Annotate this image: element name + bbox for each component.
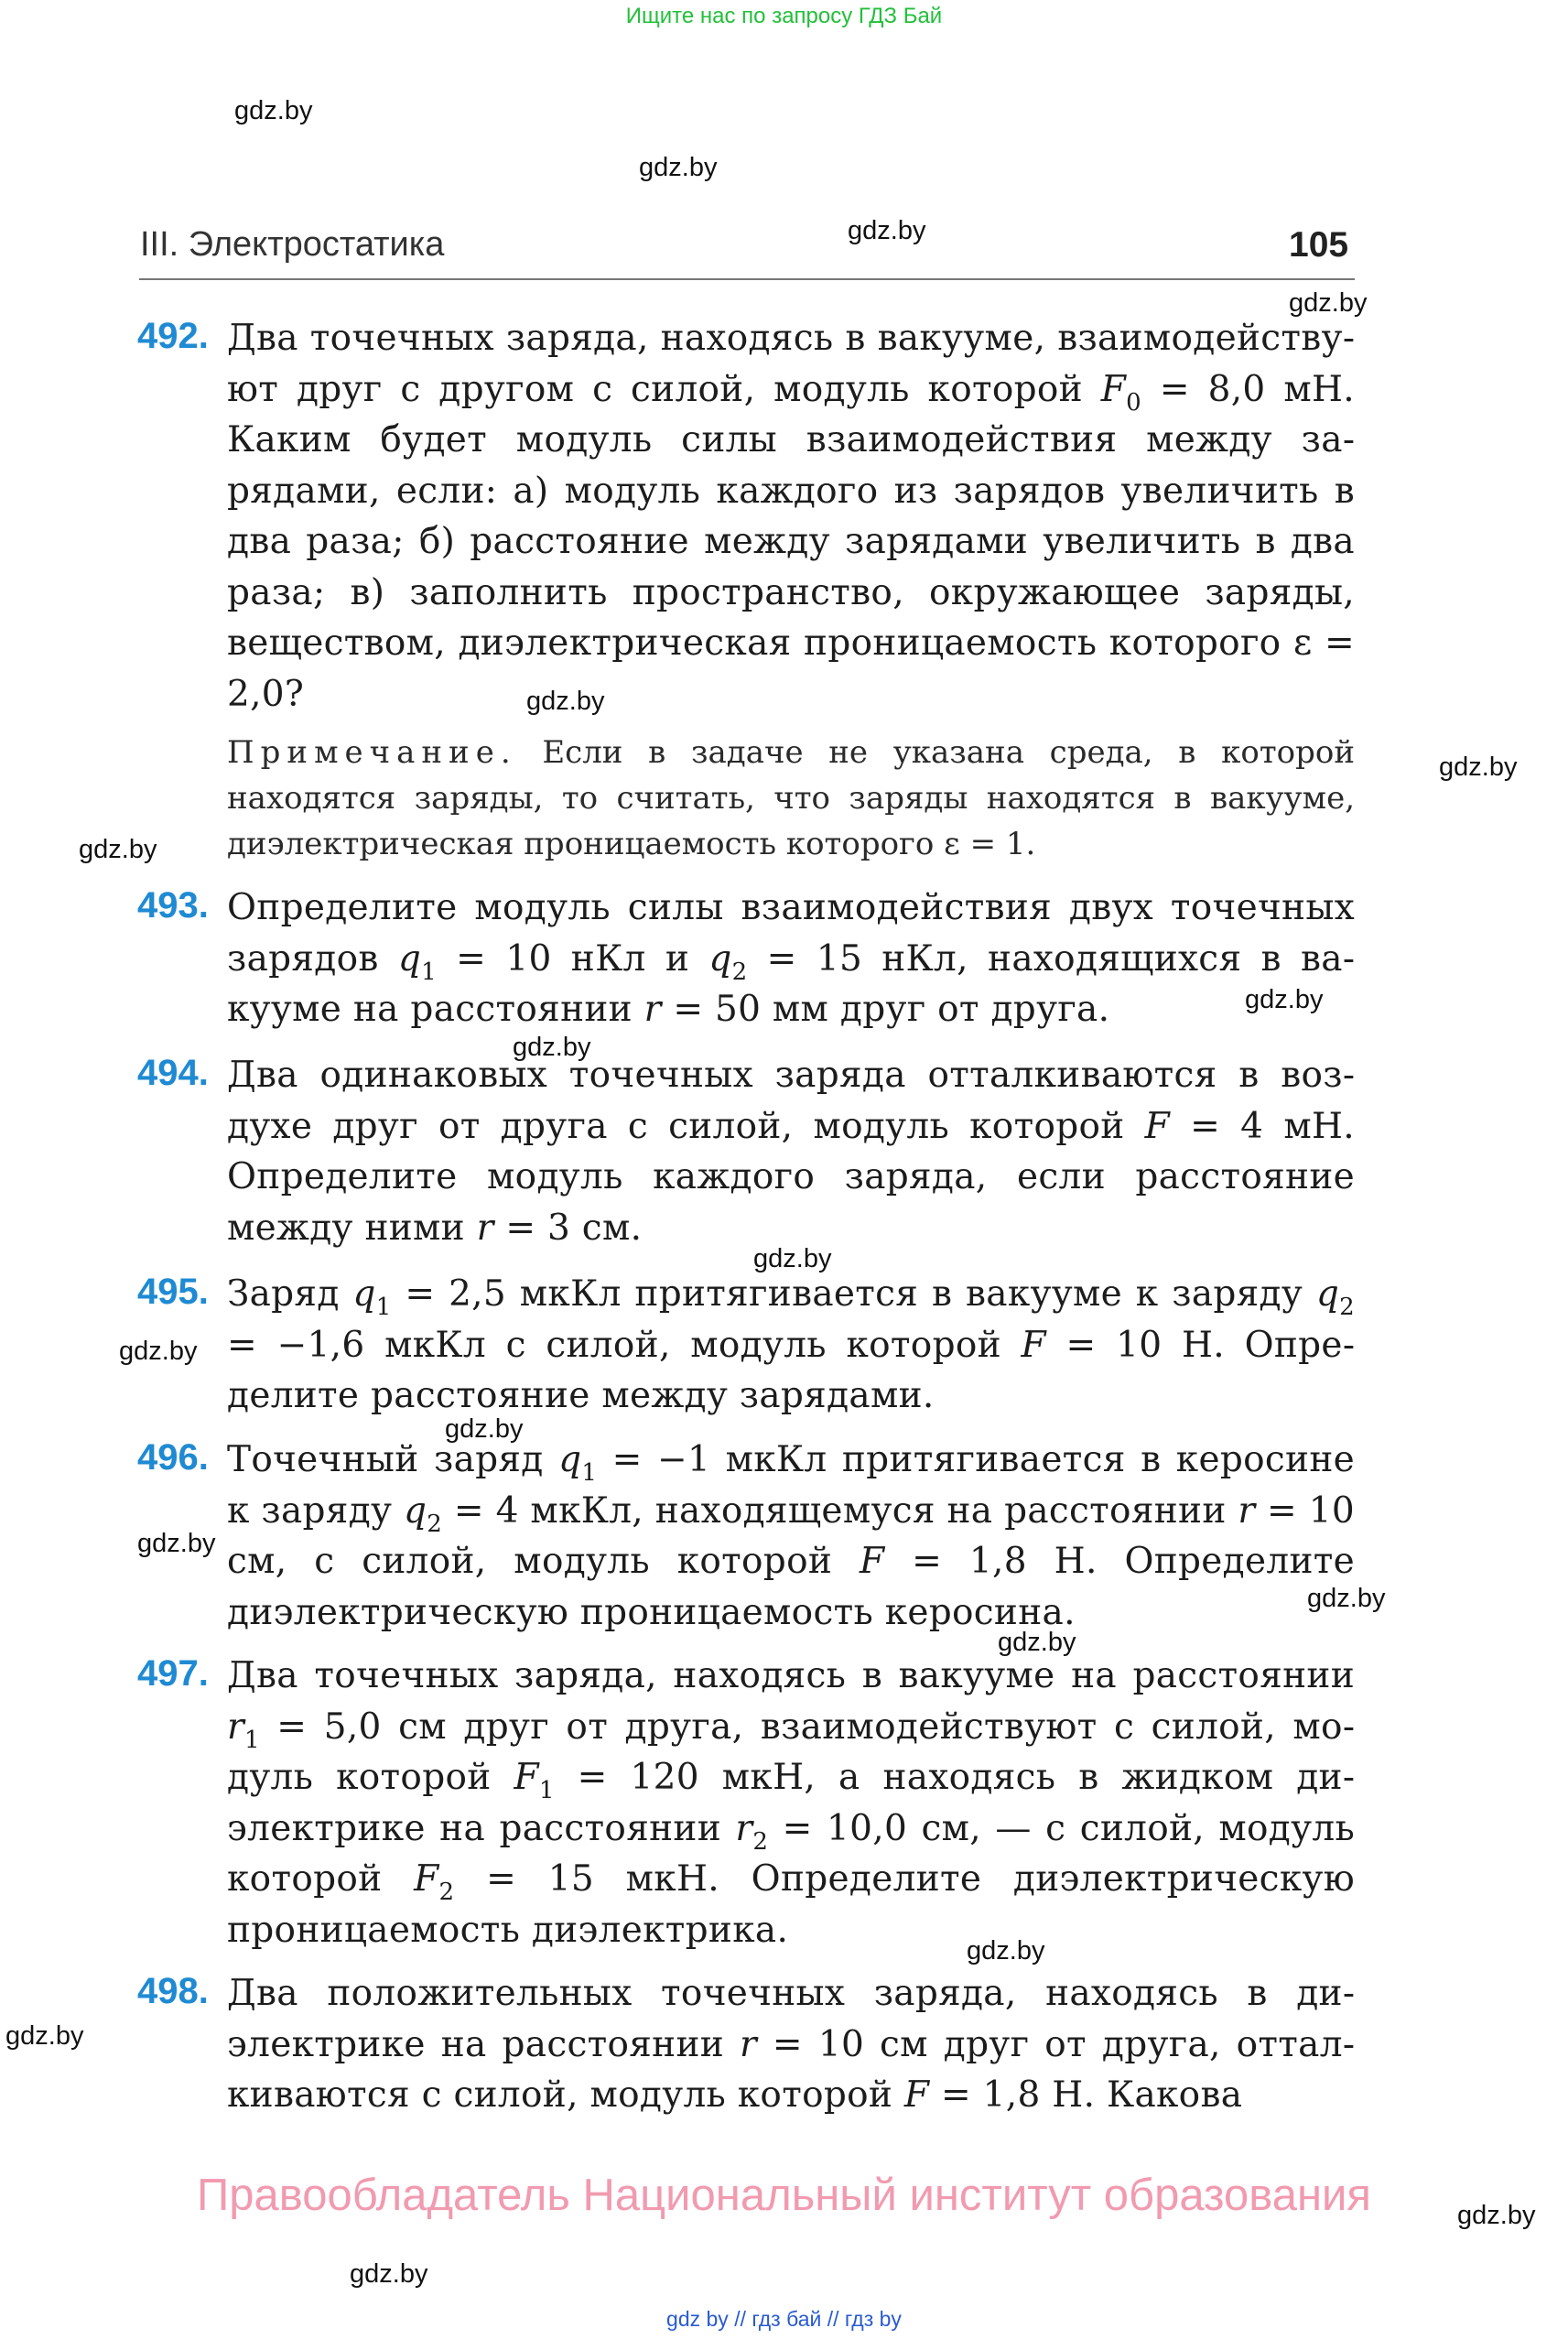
problem-number: 494. xyxy=(137,1053,209,1093)
watermark: gdz.by xyxy=(639,153,718,182)
watermark: gdz.by xyxy=(234,96,313,125)
note xyxy=(227,730,1355,867)
watermark: gdz.by xyxy=(753,1244,832,1273)
search-hint-link[interactable]: Ищите нас по запросу ГДЗ Бай xyxy=(625,4,943,28)
problem-number: 495. xyxy=(137,1272,209,1312)
watermark: gdz.by xyxy=(1457,2201,1536,2230)
watermark: gdz.by xyxy=(137,1529,216,1558)
problem-text: Два одинаковых точечных заряда отталкиваются в воздухе друг от друга с силой, модуль которой F = 4 мН. Определите модуль каждого заряда, если расстояние между ними r = 3 см. xyxy=(227,1055,1356,1249)
problem-text: Заряд $q_1 = 2,5$ мкКл притягивается в вакууме к заряду $q_2 = -1,6$ мкКл с силой, модуль которой F = 10 Н. Определите расстояние между зарядами. xyxy=(227,1273,1355,1416)
problem-number: 492. xyxy=(137,316,209,356)
header-divider xyxy=(139,278,1355,280)
section-title: III. Электростатика xyxy=(140,225,445,264)
watermark: gdz.by xyxy=(1439,753,1518,782)
note-label: Примечание. xyxy=(227,734,517,771)
watermark: gdz.by xyxy=(5,2021,84,2051)
problem-text: Определите модуль силы взаимодействия двух точечных зарядов $q_1 = 10$ нКл и $q_2 = 15$ нКл, находящихся в вакууме на расстоянии r = 50 мм друг от друга. xyxy=(227,887,1356,1030)
footer-links[interactable]: gdz by // гдз бай // гдз by xyxy=(666,2307,902,2331)
watermark: gdz.by xyxy=(445,1414,524,1444)
problem-number: 496. xyxy=(137,1437,209,1478)
watermark: gdz.by xyxy=(79,835,157,864)
watermark: gdz.by xyxy=(1289,288,1368,318)
problem-number: 498. xyxy=(137,1971,209,2011)
problem-number: 497. xyxy=(137,1653,209,1694)
watermark: gdz.by xyxy=(1245,985,1324,1014)
watermark: gdz.by xyxy=(1307,1584,1386,1613)
page-number: 105 xyxy=(1289,225,1349,265)
problem-text: Два точечных заряда, находясь в вакууме на расстоянии $r_1 = 5,0$ см друг от друга, взаимодействуют с силой, модуль которой $F_1 = 120$ мкН, а находясь в жидком диэлектрике на расстоянии $r_2 = 10,0$ см, — с силой, модуль которой $F_2 = 15$ мкН. Определите диэлектрическую проницаемость диэлектрика. xyxy=(227,1655,1355,1951)
problem-text: Точечный заряд $q_1 = -1$ мкКл притягивается в керосине к заряду $q_2 = 4$ мкКл, находящемуся на расстоянии r = 10 см, с силой, модуль которой F = 1,8 Н. Определите диэлектрическую проницаемость керосина. xyxy=(227,1439,1356,1633)
watermark: gdz.by xyxy=(967,1936,1045,1966)
watermark: gdz.by xyxy=(848,216,926,245)
watermark: gdz.by xyxy=(350,2259,428,2289)
problem-text: Два точечных заряда, находясь в вакууме, взаимодействуют друг с другом с силой, модуль которой $F_0 = 8,0$ мН. Каким будет модуль силы взаимодействия между зарядами, если: а) модуль каждого из зарядов увеличить в два раза; б) расстояние между зарядами увеличить в два раза; в) заполнить пространство, окружающее заряды, веществом, диэлектрическая проницаемость которого ε = 2,0? xyxy=(227,318,1355,715)
watermark: gdz.by xyxy=(119,1337,198,1366)
watermark: gdz.by xyxy=(998,1628,1076,1657)
problem-text: Два положительных точечных заряда, находясь в диэлектрике на расстоянии r = 10 см друг от друга, отталкиваются с силой, модуль которой F = 1,8 Н. Какова xyxy=(227,1973,1355,2116)
watermark: gdz.by xyxy=(526,687,605,716)
problem-number: 493. xyxy=(137,885,209,926)
watermark: gdz.by xyxy=(513,1033,591,1062)
rightsholder-notice: Правообладатель Национальный институт образования xyxy=(197,2171,1371,2220)
note-text: Если в задаче не указана среда, в которой находятся заряды, то считать, что заряды находятся в вакууме, диэлектрическая проницаемость которого ε = 1. xyxy=(227,734,1355,862)
